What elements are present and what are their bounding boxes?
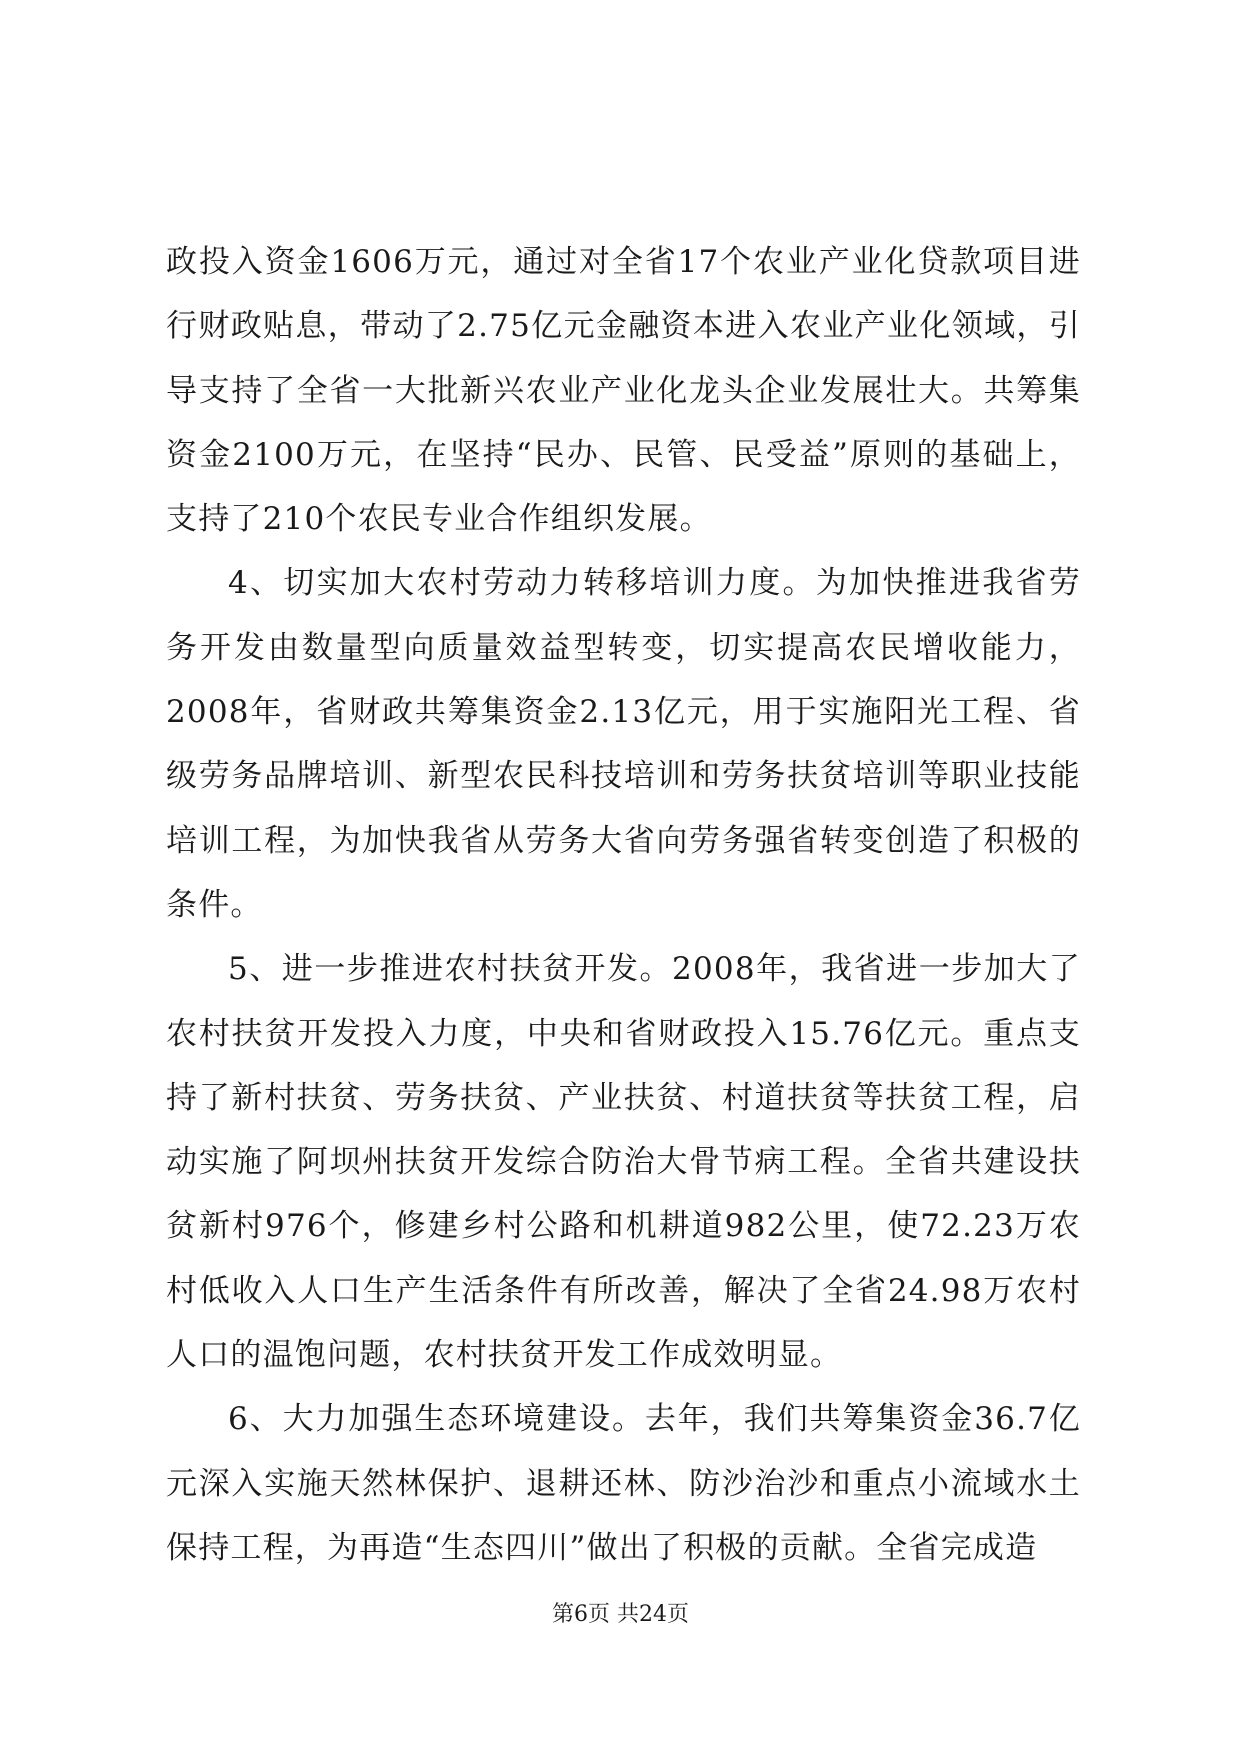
paragraph-2: 4、切实加大农村劳动力转移培训力度。为加快推进我省劳务开发由数量型向质量效益型转变，切实提高农民增收能力，2008年，省财政共筹集资金2.13亿元，用于实施阳光工程、省级劳务品牌培训、新型农民科技培训和劳务扶贫培训等职业技能培训工程，为加快我省从劳务大省向劳务强省转变创造了积极的条件。 bbox=[166, 565, 1081, 923]
document-body bbox=[166, 230, 1081, 1580]
page-number-footer: 第6页 共24页 bbox=[552, 1602, 689, 1627]
paragraph-3: 5、进一步推进农村扶贫开发。2008年，我省进一步加大了农村扶贫开发投入力度，中央和省财政投入15.76亿元。重点支持了新村扶贫、劳务扶贫、产业扶贫、村道扶贫等扶贫工程，启动实施了阿坝州扶贫开发综合防治大骨节病工程。全省共建设扶贫新村976个，修建乡村公路和机耕道982公里，使72.23万农村低收入人口生产生活条件有所改善，解决了全省24.98万农村人口的温饱问题，农村扶贫开发工作成效明显。 bbox=[166, 951, 1081, 1374]
paragraph-1: 政投入资金1606万元，通过对全省17个农业产业化贷款项目进行财政贴息，带动了2.75亿元金融资本进入农业产业化领域，引导支持了全省一大批新兴农业产业化龙头企业发展壮大。共筹集资金2100万元，在坚持“民办、民管、民受益”原则的基础上，支持了210个农民专业合作组织发展。 bbox=[166, 244, 1081, 538]
paragraph-4: 6、大力加强生态环境建设。去年，我们共筹集资金36.7亿元深入实施天然林保护、退耕还林、防沙治沙和重点小流域水土保持工程，为再造“生态四川”做出了积极的贡献。全省完成造 bbox=[166, 1401, 1081, 1566]
